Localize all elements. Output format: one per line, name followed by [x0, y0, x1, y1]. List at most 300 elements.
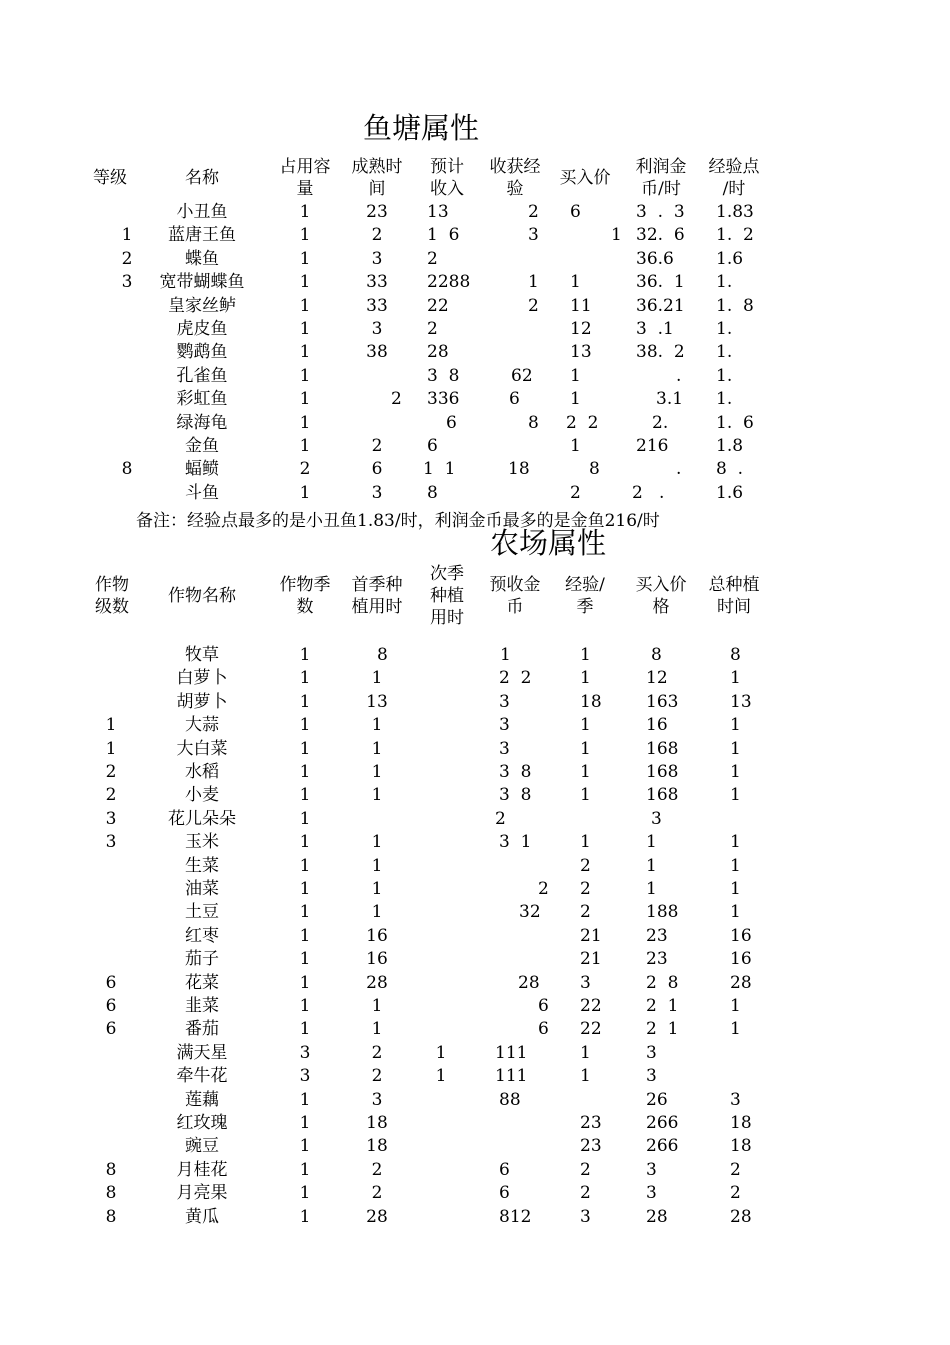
farm-cell: 豌豆	[185, 1136, 219, 1157]
fish-header-6: 买入价	[559, 168, 611, 188]
fish-cell: 2	[570, 482, 581, 503]
farm-cell: 黄瓜	[185, 1206, 219, 1227]
fish-cell: 1	[611, 225, 622, 246]
fish-header-4: 预计 收入	[430, 157, 464, 199]
fish-cell: 33	[366, 272, 388, 293]
farm-cell: 1	[299, 738, 311, 759]
farm-cell: 1	[299, 1113, 311, 1133]
farm-cell: 28	[366, 972, 388, 993]
farm-cell: 812	[499, 1206, 532, 1227]
farm-cell: 花儿朵朵	[168, 808, 236, 829]
farm-cell: 3	[371, 1089, 383, 1110]
farm-cell: 1	[299, 972, 311, 993]
table-row	[0, 412, 950, 435]
farm-cell: 1	[299, 996, 311, 1016]
farm-cell: 1	[646, 832, 657, 853]
farm-cell: 韭菜	[185, 996, 219, 1016]
farm-cell: 1	[730, 668, 741, 689]
fish-cell: 38. 2	[636, 342, 685, 363]
fish-cell	[317, 412, 437, 435]
farm-cell: 白萝卜	[176, 668, 228, 689]
farm-header-3: 首季种 植用时	[351, 575, 403, 617]
fish-cell: 3	[371, 319, 383, 339]
farm-cell: 红枣	[185, 925, 219, 946]
farm-cell: 番茄	[185, 1019, 219, 1040]
farm-cell: 3	[646, 1159, 657, 1180]
table-row	[0, 1206, 950, 1229]
fish-cell: 斗鱼	[185, 482, 219, 503]
fish-cell: 2	[528, 202, 539, 222]
farm-cell: 2	[371, 1042, 383, 1063]
fish-header-0: 等级	[93, 168, 127, 188]
farm-cell: 28	[730, 1206, 752, 1227]
farm-cell: 16	[366, 949, 388, 970]
farm-cell	[381, 1018, 501, 1041]
farm-cell: 3	[499, 738, 510, 759]
fish-cell: 2 2	[566, 412, 599, 433]
fish-cell: 1.	[716, 365, 733, 386]
table-row	[0, 1112, 950, 1135]
farm-cell	[381, 784, 501, 807]
fish-cell: 28	[427, 342, 449, 363]
fish-cell: 孔雀鱼	[176, 365, 228, 386]
table-row	[0, 1135, 950, 1158]
farm-cell: 月亮果	[176, 1183, 228, 1204]
farm-cell: 1	[299, 762, 311, 782]
farm-cell: 28	[646, 1206, 668, 1227]
farm-cell: 大蒜	[185, 715, 219, 736]
farm-cell: 16	[730, 949, 752, 970]
fish-cell: 6	[570, 202, 581, 222]
fish-cell: 金鱼	[185, 436, 219, 456]
table-row	[0, 831, 950, 854]
table-row	[0, 995, 950, 1018]
fish-cell: 宽带蝴蝶鱼	[159, 272, 245, 293]
farm-cell: 163	[646, 691, 679, 712]
fish-cell: 2	[299, 459, 311, 480]
farm-cell: 2	[730, 1159, 741, 1180]
table-row	[0, 295, 950, 318]
farm-cell: 1	[580, 1066, 591, 1087]
farm-cell: 2	[105, 785, 117, 806]
farm-cell: 2	[371, 1066, 383, 1087]
farm-cell: 6	[499, 1159, 510, 1180]
table-row	[0, 271, 950, 294]
farm-cell	[381, 761, 501, 784]
farm-cell: 1	[371, 785, 383, 806]
fish-header-1: 名称	[185, 168, 219, 188]
farm-cell: 茄子	[185, 949, 219, 970]
fish-cell: 336	[427, 389, 460, 410]
fish-cell: 1	[570, 365, 581, 386]
fish-cell: 36.6	[636, 248, 674, 269]
fish-cell: 1	[570, 436, 581, 456]
fish-cell: 1.	[716, 272, 733, 293]
farm-cell: 13	[366, 691, 388, 712]
fish-cell: 6	[427, 436, 438, 456]
farm-cell: 3	[646, 1042, 657, 1063]
fish-cell: 216	[636, 436, 669, 456]
fish-cell: 蝶鱼	[185, 248, 219, 269]
fish-cell: 2	[391, 389, 402, 410]
farm-header-4: 次季 种植 用时	[430, 564, 464, 628]
farm-cell: 1	[730, 762, 741, 782]
farm-cell	[381, 644, 501, 667]
fish-cell: 1	[299, 389, 311, 410]
farm-cell: 2	[580, 902, 591, 923]
fish-cell: 1	[299, 342, 311, 363]
fish-cell: 1 1	[423, 459, 456, 480]
farm-cell: 2	[730, 1183, 741, 1204]
farm-cell: 2	[538, 879, 549, 899]
fish-cell: 38	[366, 342, 388, 363]
farm-cell: 16	[730, 925, 752, 946]
farm-cell: 21	[580, 925, 602, 946]
fish-cell: 36.21	[636, 295, 685, 316]
farm-cell: 6	[105, 996, 117, 1016]
farm-cell: 1	[730, 902, 741, 923]
table-row	[0, 458, 950, 481]
farm-cell: 1	[435, 1066, 447, 1087]
farm-cell: 胡萝卜	[176, 691, 228, 712]
farm-cell	[381, 667, 501, 690]
table-row	[0, 644, 950, 667]
farm-cell: 1	[580, 715, 591, 736]
farm-cell: 1	[299, 1183, 311, 1204]
fish-cell	[317, 365, 437, 388]
farm-cell: 1	[371, 1019, 383, 1040]
fish-cell: 1	[121, 225, 133, 246]
fish-cell: 33	[366, 295, 388, 316]
farm-cell: 1	[299, 1159, 311, 1180]
farm-header-8: 总种植 时间	[708, 575, 760, 617]
table-row	[0, 972, 950, 995]
farm-cell: 3 8	[499, 785, 532, 806]
fish-cell: 8	[589, 459, 600, 480]
farm-cell: 1	[299, 949, 311, 970]
farm-cell: 3 1	[499, 832, 532, 853]
farm-cell: 168	[646, 738, 679, 759]
fish-cell: 1	[299, 482, 311, 503]
farm-cell: 2 2	[499, 668, 532, 689]
fish-cell: 1	[299, 202, 311, 222]
farm-cell: 18	[366, 1113, 388, 1133]
farm-cell: 1	[371, 996, 383, 1016]
table-row	[0, 1065, 950, 1088]
farm-cell: 3	[499, 691, 510, 712]
farm-cell: 1	[580, 738, 591, 759]
farm-cell: 188	[646, 902, 679, 923]
farm-cell: 1	[105, 715, 117, 736]
farm-cell: 3	[580, 972, 591, 993]
farm-cell: 2 1	[646, 1019, 679, 1040]
fish-cell: 2	[427, 319, 438, 339]
fish-cell: 32. 6	[636, 225, 685, 246]
farm-cell: 1	[730, 879, 741, 899]
farm-cell: 3	[499, 715, 510, 736]
farm-cell: 16	[646, 715, 668, 736]
farm-cell: 22	[580, 1019, 602, 1040]
farm-cell: 1	[299, 715, 311, 736]
farm-cell: 13	[730, 691, 752, 712]
farm-cell: 月桂花	[176, 1159, 228, 1180]
fish-cell: 3	[121, 272, 133, 293]
farm-cell	[381, 948, 501, 971]
table-row	[0, 667, 950, 690]
table-row	[0, 1159, 950, 1182]
fish-cell: 1	[299, 225, 311, 246]
fish-header-8: 经验点 /时	[708, 157, 760, 199]
fish-cell: 3	[528, 225, 539, 246]
farm-cell: 6	[105, 972, 117, 993]
fish-cell: 8 .	[716, 459, 744, 480]
table-row	[0, 318, 950, 341]
farm-cell: 1	[371, 832, 383, 853]
farm-cell: 2	[580, 855, 591, 876]
farm-section-title: 农场属性	[490, 526, 607, 560]
farm-cell: 12	[646, 668, 668, 689]
farm-cell: 21	[580, 949, 602, 970]
farm-cell: 花菜	[185, 972, 219, 993]
farm-cell: 1	[580, 762, 591, 782]
farm-cell: 18	[730, 1136, 752, 1157]
farm-cell: 1	[435, 1042, 447, 1063]
table-row	[0, 341, 950, 364]
fish-cell: 13	[570, 342, 592, 363]
farm-cell	[381, 878, 501, 901]
farm-cell: 8	[105, 1206, 117, 1227]
table-row	[0, 1018, 950, 1041]
farm-cell: 28	[366, 1206, 388, 1227]
farm-cell: 18	[366, 1136, 388, 1157]
farm-cell: 3	[651, 808, 662, 829]
fish-cell: 1.83	[716, 202, 754, 222]
farm-cell: 3	[730, 1089, 741, 1110]
fish-cell: 1	[299, 295, 311, 316]
farm-cell: 3	[299, 1066, 311, 1087]
farm-cell: 8	[377, 645, 388, 665]
fish-cell	[468, 248, 588, 271]
farm-cell: 3	[580, 1206, 591, 1227]
farm-cell: 8	[651, 645, 662, 665]
fish-cell: 6	[446, 412, 457, 433]
fish-cell: 36. 1	[636, 272, 685, 293]
farm-cell: 168	[646, 762, 679, 782]
farm-header-0: 作物 级数	[95, 575, 129, 617]
fish-cell: 2	[371, 436, 383, 456]
farm-cell: 1	[299, 1206, 311, 1227]
farm-cell: 1	[299, 785, 311, 806]
farm-cell: 1	[580, 1042, 591, 1063]
farm-cell: 1	[646, 879, 657, 899]
farm-cell: 111	[495, 1066, 528, 1087]
farm-cell: 2	[371, 1159, 383, 1180]
farm-cell: 18	[730, 1113, 752, 1133]
fish-cell: 1	[299, 412, 311, 433]
farm-cell: 玉米	[185, 832, 219, 853]
fish-cell: 2	[121, 248, 133, 269]
farm-cell: 1	[299, 925, 311, 946]
farm-cell: 2	[105, 762, 117, 782]
fish-cell: 3 8	[427, 365, 460, 386]
table-row	[0, 761, 950, 784]
fish-cell: 皇家丝鲈	[168, 295, 236, 316]
farm-cell: 1	[299, 668, 311, 689]
fish-cell: 1.	[716, 389, 733, 410]
fish-header-3: 成熟时 间	[351, 157, 403, 199]
farm-cell	[381, 1135, 501, 1158]
fish-cell: 18	[508, 459, 530, 480]
fish-cell: 绿海龟	[176, 412, 228, 433]
farm-cell: 88	[499, 1089, 521, 1110]
farm-cell: 水稻	[185, 762, 219, 782]
fish-cell: 1.6	[716, 248, 744, 269]
farm-cell	[381, 901, 501, 924]
farm-cell: 6	[538, 996, 549, 1016]
farm-cell: 2 1	[646, 996, 679, 1016]
farm-cell: 1	[730, 738, 741, 759]
farm-cell: 6	[105, 1019, 117, 1040]
farm-cell: 1	[580, 668, 591, 689]
farm-header-1: 作物名称	[168, 586, 236, 606]
farm-cell: 1	[580, 832, 591, 853]
fish-cell: 1.8	[716, 436, 744, 456]
farm-cell: 266	[646, 1136, 679, 1157]
table-row	[0, 714, 950, 737]
farm-cell: 23	[580, 1136, 602, 1157]
farm-cell: 1	[371, 668, 383, 689]
fish-cell: 3 .1	[636, 319, 674, 339]
farm-cell: 1	[580, 785, 591, 806]
fish-cell: 1	[299, 248, 311, 269]
farm-cell: 1	[299, 1089, 311, 1110]
farm-cell: 1	[299, 691, 311, 712]
table-row	[0, 901, 950, 924]
farm-cell: 油菜	[185, 879, 219, 899]
farm-cell	[381, 1112, 501, 1135]
farm-cell: 32	[519, 902, 541, 923]
fish-cell: 11	[570, 295, 592, 316]
farm-cell	[381, 714, 501, 737]
fish-note: 备注：经验点最多的是小丑鱼1.83/时，利润金币最多的是金鱼216/时	[136, 511, 660, 531]
farm-cell: 大白菜	[176, 738, 228, 759]
fish-cell: 8	[528, 412, 539, 433]
fish-cell: 1.6	[716, 482, 744, 503]
farm-cell: 1	[371, 902, 383, 923]
fish-cell: 1.	[716, 342, 733, 363]
fish-cell: 3	[371, 248, 383, 269]
fish-cell: 3.1	[656, 389, 684, 410]
farm-cell: 2	[495, 808, 506, 829]
farm-cell	[381, 995, 501, 1018]
farm-cell: 8	[730, 645, 741, 665]
fish-cell: 6	[509, 389, 520, 410]
farm-cell: 3	[299, 1042, 311, 1063]
farm-cell: 1	[371, 738, 383, 759]
fish-cell: 1	[570, 272, 581, 293]
fish-cell: 1.	[716, 319, 733, 339]
farm-cell: 28	[730, 972, 752, 993]
fish-cell: 2	[371, 225, 383, 246]
fish-cell: 虎皮鱼	[176, 319, 228, 339]
farm-cell: 1	[730, 785, 741, 806]
farm-cell: 6	[499, 1183, 510, 1204]
farm-cell	[381, 831, 501, 854]
fish-header-2: 占用容 量	[279, 157, 331, 199]
farm-cell: 红玫瑰	[176, 1113, 228, 1133]
farm-cell: 1	[730, 855, 741, 876]
table-row	[0, 784, 950, 807]
fish-cell: .	[676, 365, 682, 386]
fish-cell: 1. 2	[716, 225, 754, 246]
farm-cell	[381, 808, 501, 831]
farm-cell: 23	[580, 1113, 602, 1133]
farm-cell	[381, 972, 501, 995]
farm-cell: 168	[646, 785, 679, 806]
farm-cell: 6	[538, 1019, 549, 1040]
fish-cell: 2	[427, 248, 438, 269]
table-row	[0, 948, 950, 971]
fish-cell: 蓝唐王鱼	[168, 225, 236, 246]
farm-cell: 18	[580, 691, 602, 712]
table-row	[0, 925, 950, 948]
farm-cell: 26	[646, 1089, 668, 1110]
fish-cell: 12	[570, 319, 592, 339]
farm-cell: 1	[299, 879, 311, 899]
table-row	[0, 248, 950, 271]
farm-cell: 22	[580, 996, 602, 1016]
farm-cell: 1	[105, 738, 117, 759]
farm-cell: 1	[730, 832, 741, 853]
fish-cell: 3	[371, 482, 383, 503]
fish-cell: 1	[299, 319, 311, 339]
fish-cell: 1	[570, 389, 581, 410]
fish-cell: 1	[528, 272, 539, 293]
farm-cell	[381, 691, 501, 714]
farm-cell: 3	[646, 1066, 657, 1087]
table-row	[0, 1042, 950, 1065]
farm-cell: 2	[580, 1159, 591, 1180]
table-row	[0, 224, 950, 247]
farm-cell	[381, 925, 501, 948]
farm-cell	[381, 738, 501, 761]
fish-cell: 3 . 3	[636, 202, 685, 222]
farm-cell: 土豆	[185, 902, 219, 923]
farm-cell: 1	[500, 645, 511, 665]
fish-cell: 22	[427, 295, 449, 316]
fish-cell: 2 .	[632, 482, 665, 503]
fish-header-5: 收获经 验	[489, 157, 541, 199]
table-row	[0, 1182, 950, 1205]
fish-cell: 鹦鹉鱼	[176, 342, 228, 363]
farm-cell: 1	[299, 855, 311, 876]
table-row	[0, 878, 950, 901]
table-row	[0, 1089, 950, 1112]
table-row	[0, 808, 950, 831]
farm-cell: 牵牛花	[176, 1066, 228, 1087]
farm-cell: 111	[495, 1042, 528, 1063]
farm-cell: 1	[299, 645, 311, 665]
fish-cell: 6	[371, 459, 383, 480]
table-row	[0, 201, 950, 224]
fish-cell: 彩虹鱼	[176, 389, 228, 410]
farm-cell: 3	[105, 832, 117, 853]
table-row	[0, 388, 950, 411]
table-row	[0, 855, 950, 878]
farm-cell: 1	[299, 832, 311, 853]
fish-header-7: 利润金 币/时	[635, 157, 687, 199]
table-row	[0, 435, 950, 458]
